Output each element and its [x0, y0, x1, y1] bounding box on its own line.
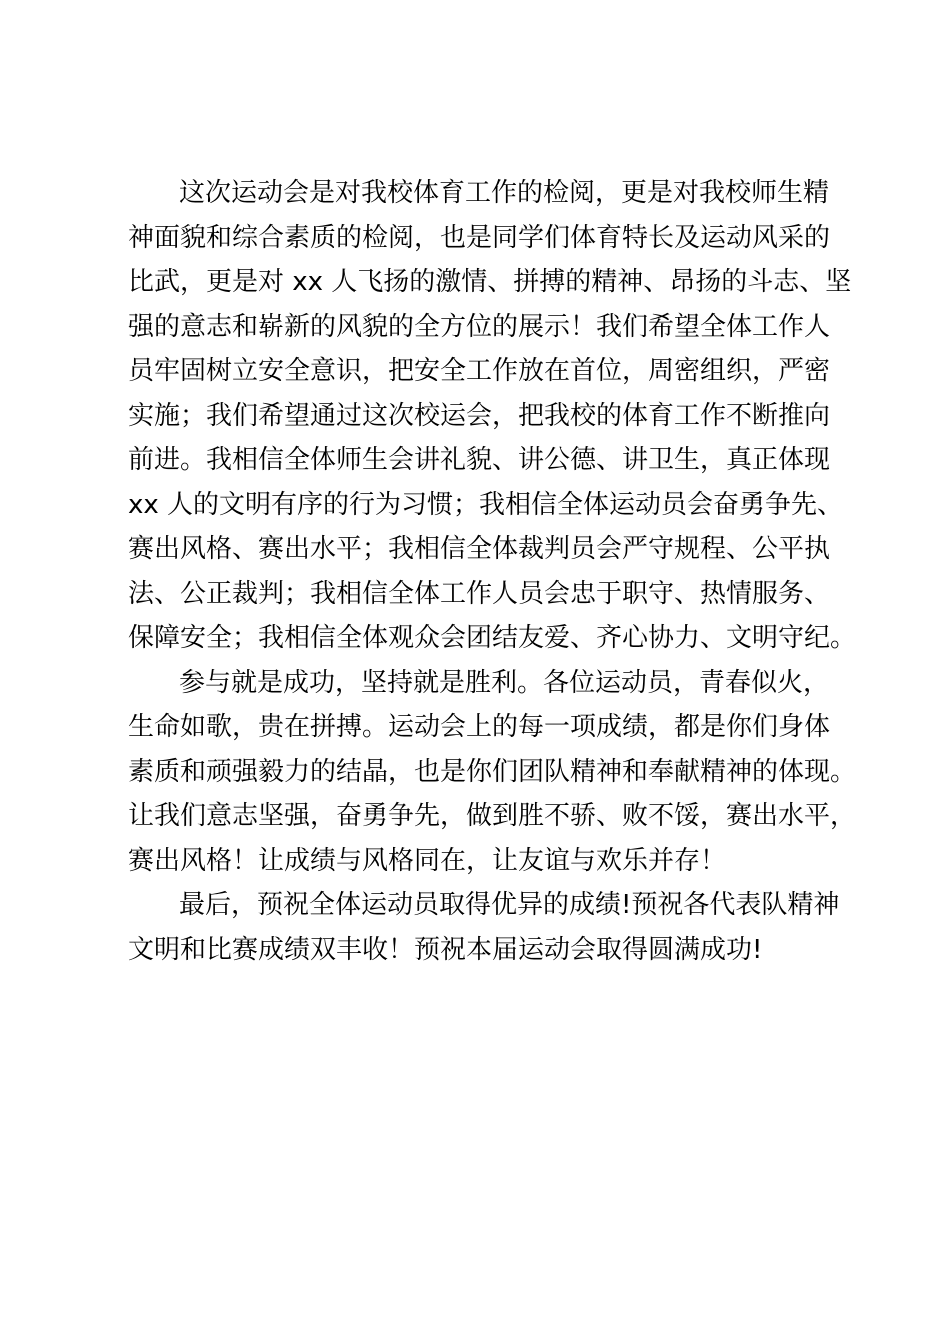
text-line: 强的意志和崭新的风貌的全方位的展示！我们希望全体工作人	[128, 311, 831, 342]
text-line: 员牢固树立安全意识，把安全工作放在首位，周密组织，严密	[128, 356, 831, 386]
paragraph-2	[128, 661, 857, 884]
text-line: 最后，预祝全体运动员取得优异的成绩!预祝各代表队精神	[179, 890, 840, 920]
text-line: 前进。我相信全体师生会讲礼貌、讲公德、讲卫生，真正体现	[128, 445, 831, 475]
text-line: 赛出风格！让成绩与风格同在，让友谊与欢乐并存！	[128, 845, 727, 876]
text-line: 保障安全；我相信全体观众会团结友爱、齐心协力、文明守纪。	[128, 623, 857, 653]
text-line: 实施；我们希望通过这次校运会，把我校的体育工作不断推向	[128, 400, 831, 431]
text-line: 神面貌和综合素质的检阅，也是同学们体育特长及运动风采的	[128, 222, 831, 253]
text-line: 文明和比赛成绩双丰收！预祝本届运动会取得圆满成功!	[128, 934, 763, 965]
text-line: xx 人的文明有序的行为习惯；我相信全体运动员会奋勇争先、	[128, 489, 844, 520]
paragraph-3	[128, 883, 850, 972]
text-line: 赛出风格、赛出水平；我相信全体裁判员会严守规程、公平执	[128, 534, 831, 564]
text-line: 比武，更是对 xx 人飞扬的激情、拼搏的精神、昂扬的斗志、坚	[128, 267, 852, 297]
text-line: 这次运动会是对我校体育工作的检阅，更是对我校师生精	[179, 178, 830, 208]
document-body	[128, 171, 857, 972]
text-line: 素质和顽强毅力的结晶，也是你们团队精神和奉献精神的体现。	[128, 756, 857, 787]
text-line: 生命如歌，贵在拼搏。运动会上的每一项成绩，都是你们身体	[128, 712, 831, 742]
text-line: 参与就是成功，坚持就是胜利。各位运动员，青春似火，	[179, 667, 830, 698]
text-line: 法、公正裁判；我相信全体工作人员会忠于职守、热情服务、	[128, 578, 831, 609]
text-line: 让我们意志坚强，奋勇争先，做到胜不骄、败不馁，赛出水平，	[128, 801, 857, 831]
paragraph-1	[128, 171, 857, 661]
